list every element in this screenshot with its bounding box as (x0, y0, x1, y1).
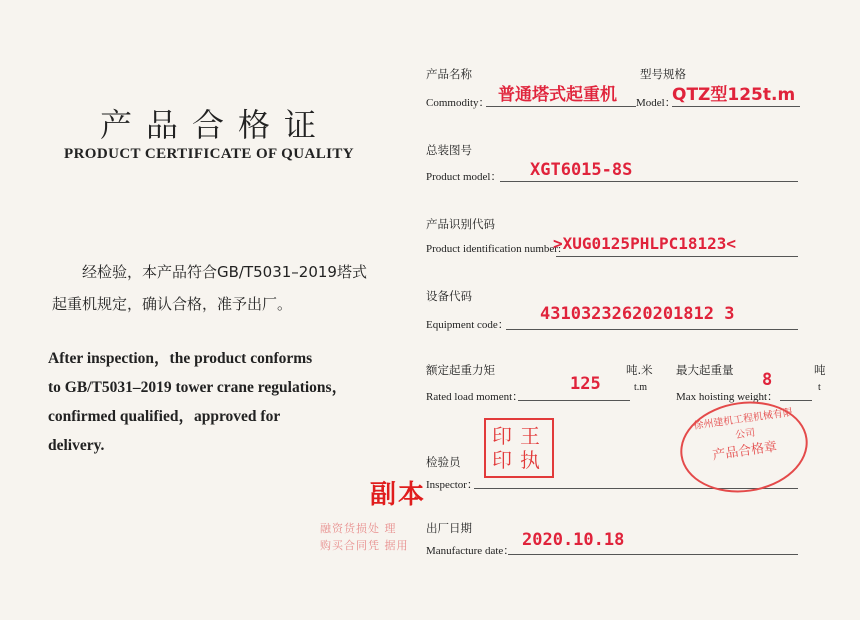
commodity-underline (486, 106, 636, 107)
manufacture-date-underline (508, 554, 798, 555)
rated-load-unit-cn: 吨.米 (626, 363, 653, 377)
product-model-label-en: Product model： (426, 171, 502, 183)
product-id-value: >XUG0125PHLPC18123< (553, 234, 737, 253)
statement-en (48, 344, 368, 460)
statement-en-line2: to GB/T5031–2019 tower crane regulations， (48, 379, 348, 396)
rated-load-underline (518, 400, 630, 401)
max-weight-underline (780, 400, 812, 401)
rated-load-unit-en: t.m (634, 382, 648, 393)
inspector-name-stamp (484, 418, 554, 478)
equipment-code-underline (506, 329, 798, 330)
stamp-char-1: 印 (492, 424, 512, 448)
product-model-label-cn: 总装图号 (426, 143, 472, 157)
equipment-code-label-cn: 设备代码 (426, 289, 472, 303)
commodity-value: 普通塔式起重机 (498, 85, 617, 105)
stamp-char-2: 王 (520, 424, 540, 448)
commodity-label-en: Commodity： (426, 97, 490, 109)
rated-load-label-en: Rated load moment： (426, 391, 524, 403)
certificate-title-cn: 产品合格证 (100, 106, 331, 144)
commodity-label-cn: 产品名称 (426, 67, 472, 81)
max-weight-label-en: Max hoisting weight： (676, 391, 779, 403)
seal-center-text: 产品合格章 (711, 439, 779, 464)
product-model-value: XGT6015-8S (530, 160, 633, 180)
product-model-underline (500, 181, 798, 182)
rated-load-label-cn: 额定起重力矩 (426, 363, 495, 377)
inspector-label-en: Inspector： (426, 479, 478, 491)
max-weight-unit-cn: 吨 (814, 363, 826, 377)
faded-stamp-line1: 融资货损处 理 (320, 522, 397, 535)
statement-en-line3: confirmed qualified，approved for (48, 408, 281, 425)
statement-cn-line2: 起重机规定，确认合格，准予出厂。 (52, 295, 293, 313)
statement-en-line4: delivery. (48, 437, 105, 454)
model-value: QTZ型125t.m (672, 85, 796, 105)
manufacture-date-label-cn: 出厂日期 (426, 521, 472, 535)
certificate-title-en: PRODUCT CERTIFICATE OF QUALITY (64, 146, 354, 162)
max-weight-unit-en: t (818, 382, 821, 393)
inspector-label-cn: 检验员 (426, 455, 461, 469)
statement-cn (52, 256, 382, 320)
rated-load-value: 125 (570, 374, 601, 394)
product-id-label-en: Product identification number: (426, 243, 562, 255)
statement-cn-line1: 经检验，本产品符合GB/T5031–2019塔式 (82, 263, 367, 281)
model-label-cn: 型号规格 (640, 67, 686, 81)
model-label-en: Model： (636, 97, 676, 109)
max-weight-value: 8 (762, 370, 773, 390)
seal-ring-text: 徐州建机工程机械有限公司 (692, 407, 794, 442)
copy-stamp: 副本 (370, 480, 427, 510)
manufacture-date-label-en: Manufacture date： (426, 545, 515, 557)
product-id-underline (556, 256, 798, 257)
product-id-label-cn: 产品识别代码 (426, 217, 495, 231)
faded-stamp (320, 520, 450, 564)
equipment-code-label-en: Equipment code： (426, 319, 509, 331)
equipment-code-value: 43103232620201812 3 (540, 304, 735, 324)
faded-stamp-line2: 购买合同凭 据用 (320, 539, 409, 552)
stamp-char-4: 执 (520, 448, 540, 472)
model-underline (672, 106, 800, 107)
max-weight-label-cn: 最大起重量 (676, 363, 734, 377)
stamp-char-3: 印 (492, 448, 512, 472)
manufacture-date-value: 2020.10.18 (522, 530, 625, 550)
statement-en-line1: After inspection，the product conforms (48, 350, 313, 367)
